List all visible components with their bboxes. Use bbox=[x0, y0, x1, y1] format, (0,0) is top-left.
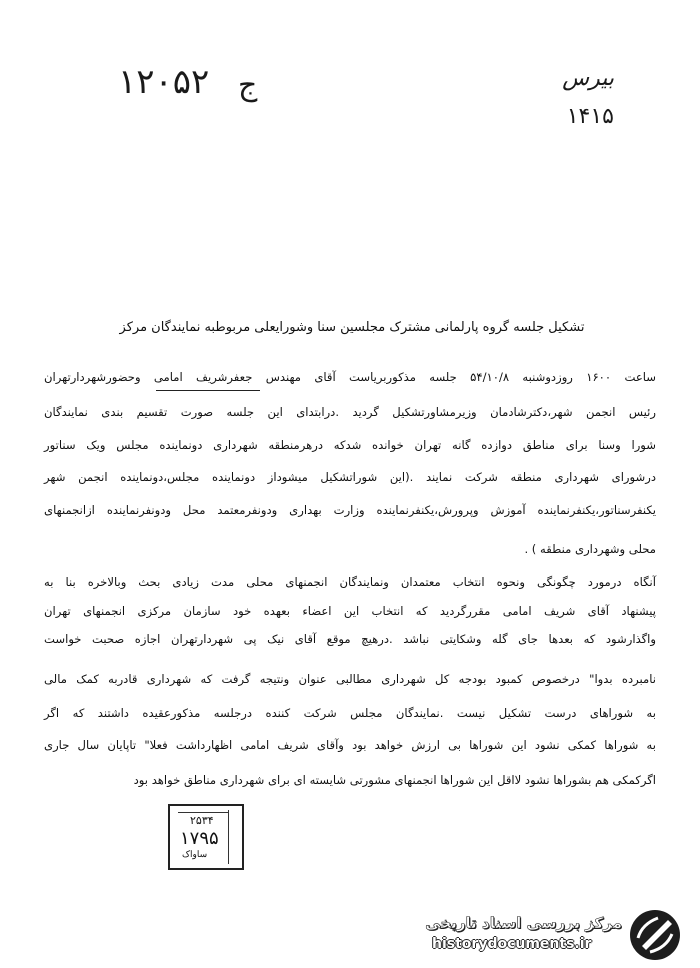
watermark-url: historydocuments.ir bbox=[432, 936, 592, 952]
body-line: محلی وشهرداری منطقه ) . bbox=[524, 542, 656, 556]
registration-stamp bbox=[168, 804, 244, 870]
stamp-subtitle: ساواک bbox=[182, 850, 208, 860]
body-line: به شوراهای درست تشکیل نیست .نمایندگان مجلس شرکت کننده درجلسه مذکورعقیده داشتند که اگر bbox=[44, 706, 656, 720]
body-line: رئیس انجمن شهر،دکترشادمان وزیرمشاورتشکیل گردید .درابتدای این جلسه صورت تقسیم بندی نمایندگان bbox=[44, 405, 656, 419]
stamp-number: ۱۷۹۵ bbox=[180, 828, 219, 849]
watermark-title: مرکز بررسی اسناد تاریخی bbox=[425, 914, 622, 932]
stamp-year: ۲۵۳۴ bbox=[190, 814, 214, 827]
stamp-rule bbox=[178, 812, 228, 813]
handwritten-initial: ج bbox=[238, 68, 258, 103]
stamp-divider bbox=[228, 810, 229, 864]
body-line: پیشنهاد آقای شریف امامی مقررگردید که انتخاب این اعضاء بعهده خود سازمان مرکزی انجمنهای تهران bbox=[44, 604, 656, 618]
body-line: ساعت ۱۶۰۰ روزدوشنبه ۵۴/۱۰/۸ جلسه مذکوربریاست آقای مهندس جعفرشریف امامی وحضورشهردارتهران bbox=[44, 370, 657, 384]
body-line: نامبرده بدوا" درخصوص کمبود بودجه کل شهرداری مطالبی عنوان ونتیجه گرفت که شهرداری قادربه کمک مالی bbox=[44, 672, 656, 686]
body-line: به شوراها کمکی نشود این شوراها بی ارزش خواهد بود وآقای شریف امامی اظهارداشت فعلا" تاپایان سال جاری bbox=[44, 738, 656, 752]
body-line: واگذارشود که بعدها جای گله وشکایتی نباشد .درهیچ موقع آقای نیک پی شهردارتهران اجازه صحبت خواست bbox=[44, 632, 656, 646]
document-number: ۱۲۰۵۲ bbox=[118, 62, 210, 102]
archive-logo-icon bbox=[628, 908, 682, 962]
body-line: آنگاه درمورد چگونگی ونحوه انتخاب معتمدان ونمایندگان انجمنهای محلی مدت زیادی بحث وبالاخره بنا به bbox=[44, 575, 656, 589]
handwritten-note-number: ۱۴۱۵ bbox=[566, 104, 614, 129]
handwritten-note-top: بیرس bbox=[562, 66, 614, 91]
document-title: تشکیل جلسه گروه پارلمانی مشترک مجلسین سنا وشورایعلی مربوطبه نمایندگان مرکز bbox=[119, 320, 585, 335]
body-line: درشورای شهرداری منطقه شرکت نمایند .(این شوراتشکیل میشوداز دونماینده مجلس،دونماینده انجمن شهر bbox=[44, 470, 656, 484]
underline-mark bbox=[156, 390, 260, 391]
body-line: یکنفرسناتور،یکنفرنماینده آموزش وپرورش،یکنفرنماینده وزارت بهداری ودونفرمعتمد محل ودونفرنماینده ازانجمنهای bbox=[44, 503, 656, 517]
body-line: اگرکمکی هم بشوراها نشود لااقل این شوراها انجمنهای مشورتی شایسته ای برای شهرداری مناطق خواهد بود bbox=[133, 773, 656, 787]
body-line: شورا وسنا برای مناطق دوازده گانه تهران خوانده شدکه درهرمنطقه شهرداری دونماینده مجلس ویک سناتور bbox=[44, 438, 656, 452]
